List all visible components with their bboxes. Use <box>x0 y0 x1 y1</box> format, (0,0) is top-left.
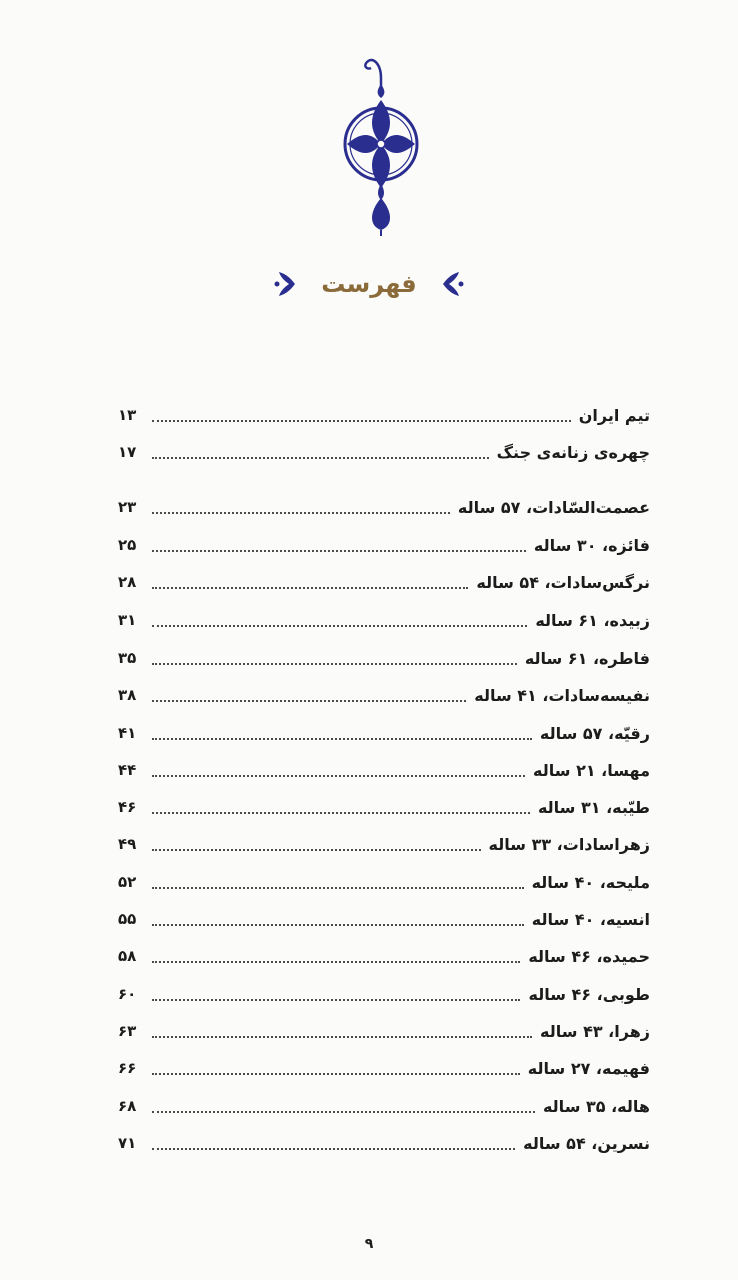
toc-entry-page: ۳۵ <box>118 649 137 667</box>
dot-leader <box>152 959 520 963</box>
toc-entry[interactable] <box>118 792 650 822</box>
toc-entry-title: هاله، ۳۵ ساله <box>542 1096 650 1116</box>
toc-entry[interactable] <box>118 400 650 430</box>
toc-entry[interactable] <box>118 567 650 597</box>
dot-leader <box>152 885 524 889</box>
dot-leader <box>152 1146 515 1150</box>
dot-leader <box>152 1071 520 1075</box>
toc-entry[interactable] <box>118 437 650 467</box>
dot-leader <box>152 585 468 589</box>
page-number: ۹ <box>364 1236 374 1252</box>
dot-leader <box>152 623 527 627</box>
toc-entry-title: انسیه، ۴۰ ساله <box>531 909 650 929</box>
toc-entry-page: ۴۶ <box>118 798 137 816</box>
toc-entry-page: ۵۸ <box>118 947 137 965</box>
toc-entry-page: ۵۲ <box>118 873 137 891</box>
toc-entry-page: ۴۱ <box>118 724 137 742</box>
toc-entry[interactable] <box>118 755 650 785</box>
toc-entry[interactable] <box>118 904 650 934</box>
toc-entry[interactable] <box>118 979 650 1009</box>
toc-entry-page: ۲۸ <box>118 573 137 591</box>
toc-entry-page: ۲۳ <box>118 498 137 516</box>
toc-entry[interactable] <box>118 530 650 560</box>
toc-entry-title: عصمت‌السّادات، ۵۷ ساله <box>457 497 650 517</box>
toc-entry-page: ۱۳ <box>118 406 137 424</box>
toc-entry[interactable] <box>118 718 650 748</box>
toc-entry-title: زبیده، ۶۱ ساله <box>535 610 650 630</box>
toc-entry[interactable] <box>118 1016 650 1046</box>
dot-leader <box>152 548 526 552</box>
toc-entry-title: طیّبه، ۳۱ ساله <box>537 797 650 817</box>
toc-entry-page: ۴۹ <box>118 835 137 853</box>
toc-entry-title: فاطره، ۶۱ ساله <box>524 648 650 668</box>
toc-entry-page: ۶۸ <box>118 1097 137 1115</box>
toc-entry-title: نرگس‌سادات، ۵۴ ساله <box>476 572 650 592</box>
toc-entry[interactable] <box>118 1091 650 1121</box>
toc-entry-title: طوبی، ۴۶ ساله <box>528 984 650 1004</box>
toc-entry-title: فائزه، ۳۰ ساله <box>533 535 650 555</box>
toc-entry-page: ۷۱ <box>118 1134 137 1152</box>
dot-leader <box>152 810 530 814</box>
toc-entry[interactable] <box>118 605 650 635</box>
toc-entry-page: ۶۰ <box>118 985 137 1003</box>
dot-leader <box>152 510 450 514</box>
toc-entry-page: ۱۷ <box>118 443 137 461</box>
toc-entry-title: زهراسادات، ۳۳ ساله <box>488 834 650 854</box>
dot-leader <box>152 698 466 702</box>
toc-entry-title: رقیّه، ۵۷ ساله <box>539 723 650 743</box>
toc-entry-title: نفیسه‌سادات، ۴۱ ساله <box>474 685 650 705</box>
toc-entry-title: زهرا، ۴۳ ساله <box>540 1021 650 1041</box>
dot-leader <box>152 736 532 740</box>
dot-leader <box>152 1109 535 1113</box>
page-title: فهرست <box>321 270 417 298</box>
toc-entry[interactable] <box>118 829 650 859</box>
dot-leader <box>152 847 481 851</box>
toc-entry-title: نسرین، ۵۴ ساله <box>523 1133 650 1153</box>
toc-entry-title: ملیحه، ۴۰ ساله <box>531 872 650 892</box>
toc-entry-title: تیم ایران <box>578 405 650 425</box>
toc-entry-title: چهره‌ی زنانه‌ی جنگ <box>496 442 650 462</box>
dot-leader <box>152 1034 532 1038</box>
dot-leader <box>152 661 517 665</box>
toc-entry-page: ۶۶ <box>118 1059 137 1077</box>
toc-entry-title: فهیمه، ۲۷ ساله <box>527 1058 650 1078</box>
dot-leader <box>152 418 571 422</box>
toc-entry[interactable] <box>118 941 650 971</box>
dot-leader <box>152 922 524 926</box>
dot-leader <box>152 997 520 1001</box>
toc-entry-page: ۵۵ <box>118 910 137 928</box>
toc-entry-title: حمیده، ۴۶ ساله <box>528 946 650 966</box>
toc-entry[interactable] <box>118 643 650 673</box>
dot-leader <box>152 773 525 777</box>
toc-entry-page: ۶۳ <box>118 1022 137 1040</box>
dot-leader <box>152 455 489 459</box>
toc-entry-title: مهسا، ۲۱ ساله <box>533 760 650 780</box>
toc-entry[interactable] <box>118 680 650 710</box>
toc-entry-page: ۲۵ <box>118 536 137 554</box>
toc-entry[interactable] <box>118 492 650 522</box>
toc-entry-page: ۳۸ <box>118 686 137 704</box>
toc-entry[interactable] <box>118 1053 650 1083</box>
toc-entry-page: ۴۴ <box>118 761 137 779</box>
toc-entry[interactable] <box>118 867 650 897</box>
toc-entry-page: ۳۱ <box>118 611 137 629</box>
toc-entry[interactable] <box>118 1128 650 1158</box>
